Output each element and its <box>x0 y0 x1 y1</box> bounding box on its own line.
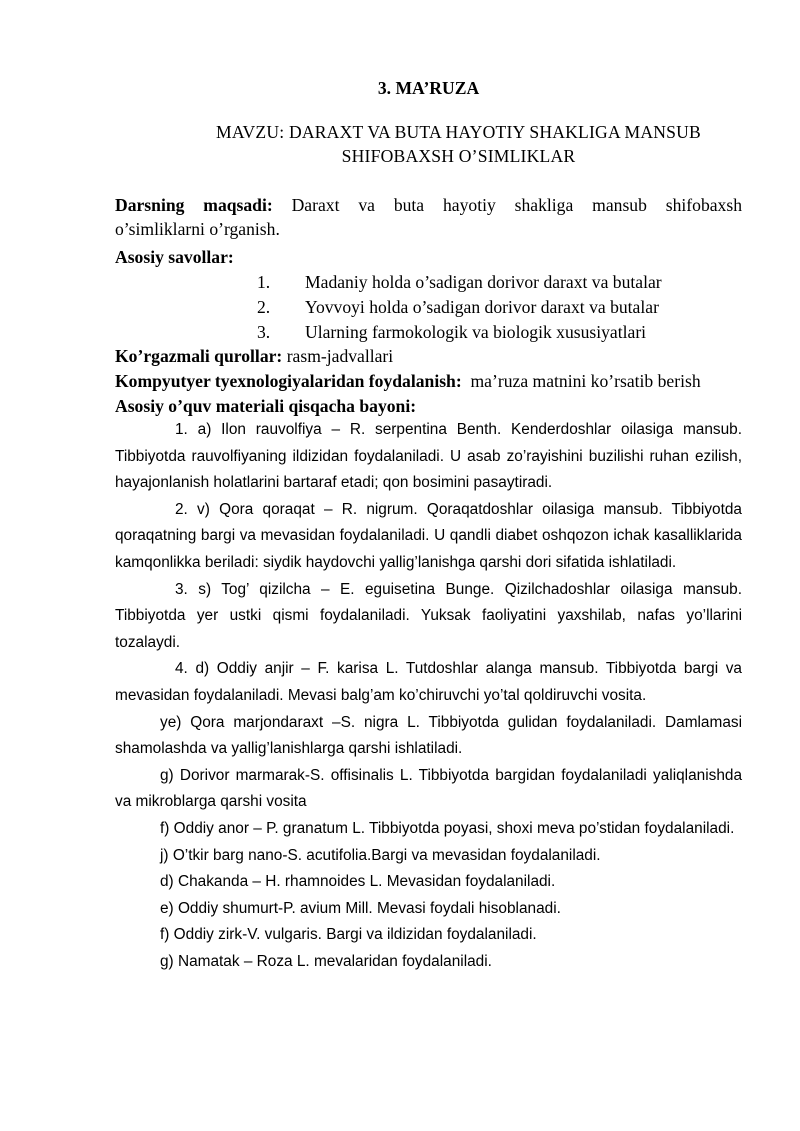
summary-label: Asosiy o’quv materiali qisqacha bayoni: <box>115 396 417 416</box>
question-text: Ularning farmokologik va biologik xususiyatlari <box>305 322 647 342</box>
question-text: Madaniy holda o’sadigan dorivor daraxt va butalar <box>305 272 662 292</box>
visual-aids-label: Ko’rgazmali qurollar: <box>115 346 283 366</box>
material-line: j) O’tkir barg nano-S. acutifolia.Bargi va mevasidan foydalaniladi. <box>160 846 601 864</box>
computer-tech-text: ma’ruza matnini ko’rsatib berish <box>470 371 701 391</box>
material-paragraph: 1. a) Ilon rauvolfiya – R. serpentina Benth. Kenderdoshlar oilasiga mansub. Tibbiyotda rauvolfiyaning ildizidan foydalaniladi. U asab zo’rayishini buzilishi ruhan ezilish, hayajonlanish holatlarini bartaraf etadi; qon bosimini pasaytiradi. <box>115 421 742 492</box>
material-line: e) Oddiy shumurt-P. avium Mill. Mevasi foydali hisoblanadi. <box>160 899 561 917</box>
material-paragraph: f) Oddiy anor – P. granatum L. Tibbiyotda poyasi, shoxi meva po’stidan foydalaniladi. <box>160 819 735 837</box>
material-line: d) Chakanda – H. rhamnoides L. Mevasidan foydalaniladi. <box>160 873 556 891</box>
questions-label: Asosiy savollar: <box>115 247 234 267</box>
material-paragraph: 2. v) Qora qoraqat – R. nigrum. Qoraqatdoshlar oilasiga mansub. Tibbiyotda qoraqatning bargi va mevasidan foydalaniladi. U qandli diabet oshqozon ichak kasalliklarida kamqonlikka beriladi: siydik haydovchi yallig’lanishga qarshi dori sifatida ishlatiladi. <box>115 500 742 571</box>
computer-tech-label: Kompyutyer tyexnologiyalaridan foydalanish: <box>115 371 462 391</box>
objective-label: Darsning maqsadi: <box>115 195 273 215</box>
visual-aids-text: rasm-jadvallari <box>286 346 394 366</box>
question-text: Yovvoyi holda o’sadigan dorivor daraxt va butalar <box>305 297 659 317</box>
lecture-title: 3. MA’RUZA <box>377 78 480 98</box>
material-line: g) Namatak – Roza L. mevalaridan foydalaniladi. <box>160 952 492 970</box>
material-paragraph: ye) Qora marjondaraxt –S. nigra L. Tibbiyotda gulidan foydalaniladi. Damlamasi shamolashda va yallig’lanishlarga qarshi ishlatiladi. <box>115 713 742 758</box>
objective-text-line2: o’simliklarni o’rganish. <box>115 219 280 239</box>
material-paragraph: 3. s) Tog’ qizilcha – E. eguisetina Bunge. Qizilchadoshlar oilasiga mansub. Tibbiyotda yer ustki qismi foydalaniladi. Yuksak faoliyatini yaxshilab, nafas yo’llarini tozalaydi. <box>115 580 742 651</box>
objective-block <box>115 193 742 241</box>
topic-heading: MAVZU: DARAXT VA BUTA HAYOTIY SHAKLIGA MANSUB SHIFOBAXSH O’SIMLIKLAR <box>216 122 701 166</box>
objective-text-line1: Daraxt va buta hayotiy shakliga mansub shifobaxsh <box>291 195 742 215</box>
question-number: 3. <box>257 322 271 342</box>
summary-body <box>115 417 742 975</box>
material-paragraph: 4. d) Oddiy anjir – F. karisa L. Tutdoshlar alanga mansub. Tibbiyotda bargi va mevasidan foydalaniladi. Mevasi balg’am ko’chiruvchi yo’tal qoldiruvchi vosita. <box>115 660 742 704</box>
material-paragraph: g) Dorivor marmarak-S. offisinalis L. Tibbiyotda bargidan foydalaniladi yaliqlanishda va mikroblarga qarshi vosita <box>115 766 742 811</box>
material-line: f) Oddiy zirk-V. vulgaris. Bargi va ildizidan foydalaniladi. <box>160 926 537 944</box>
question-number: 1. <box>257 272 271 292</box>
question-number: 2. <box>257 297 271 317</box>
computer-tech-line <box>115 369 742 393</box>
visual-aids-line <box>115 344 742 368</box>
